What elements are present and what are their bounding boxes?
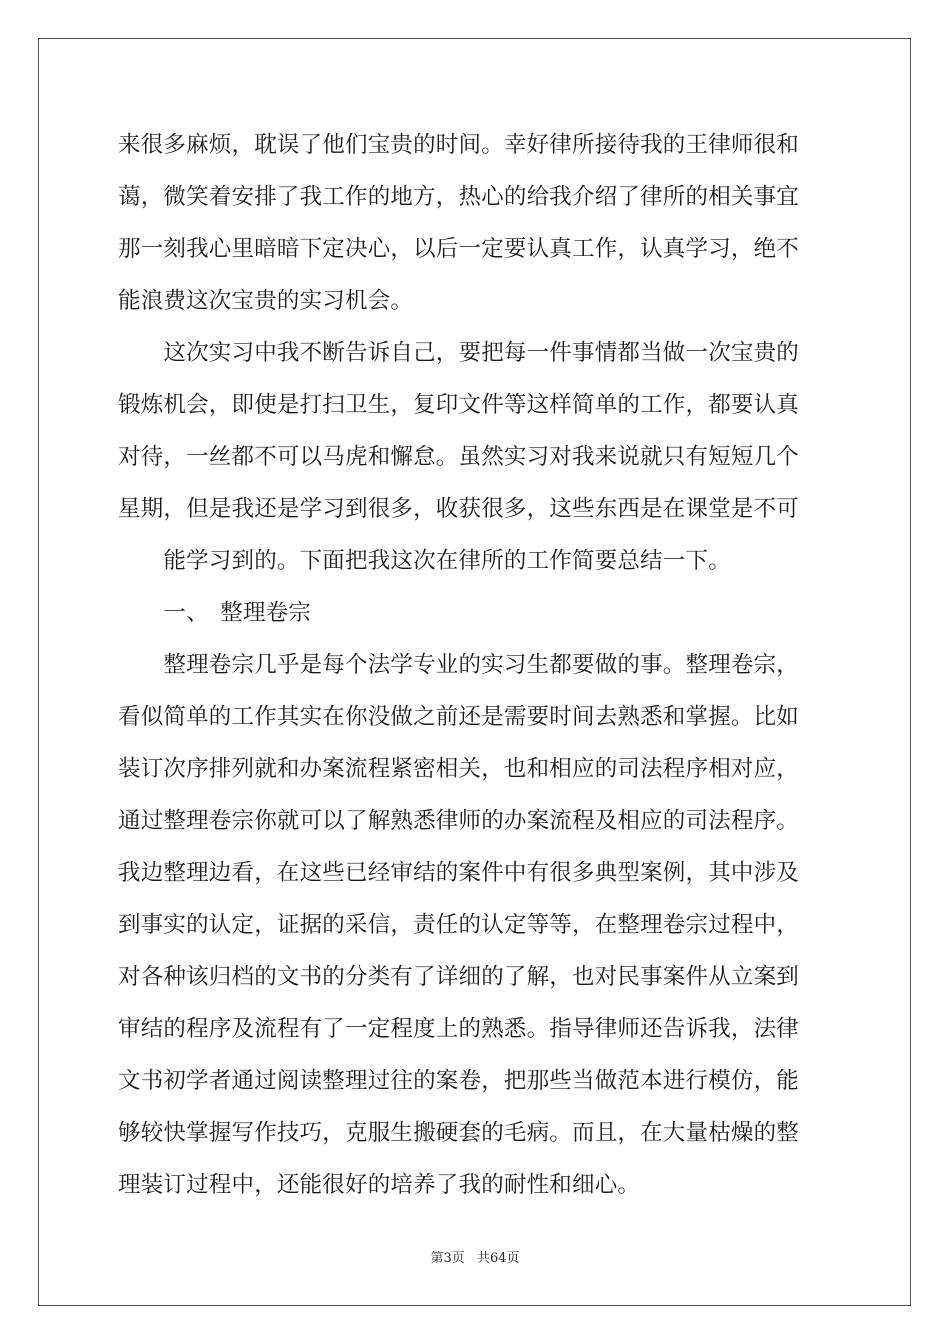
text-line: 对待，一丝都不可以马虎和懈怠。虽然实习对我来说就只有短短几个: [118, 444, 800, 470]
page-total: 共64页: [476, 1251, 520, 1266]
text-line: 到事实的认定，证据的采信，责任的认定等等，在整理卷宗过程中，: [118, 912, 800, 938]
text-line: 蔼，微笑着安排了我工作的地方，热心的给我介绍了律所的相关事宜: [118, 184, 800, 210]
text-line: 那一刻我心里暗暗下定决心，以后一定要认真工作，认真学习，绝不: [118, 236, 800, 262]
text-line: 够较快掌握写作技巧，克服生搬硬套的毛病。而且，在大量枯燥的整: [118, 1120, 800, 1146]
text-line: 对各种该归档的文书的分类有了详细的了解，也对民事案件从立案到: [118, 964, 800, 990]
text-line: 文书初学者通过阅读整理过往的案卷，把那些当做范本进行模仿，能: [118, 1068, 800, 1094]
section-heading: 一、 整理卷宗: [118, 600, 312, 626]
text-line: 来很多麻烦，耽误了他们宝贵的时间。幸好律所接待我的王律师很和: [118, 132, 800, 158]
text-line: 装订次序排列就和办案流程紧密相关，也和相应的司法程序相对应，: [118, 756, 800, 782]
text-line: 能学习到的。下面把我这次在律所的工作简要总结一下。: [118, 548, 731, 574]
text-line: 星期，但是我还是学习到很多，收获很多，这些东西是在课堂是不可: [118, 496, 800, 522]
text-line: 锻炼机会，即使是打扫卫生，复印文件等这样简单的工作，都要认真: [118, 392, 800, 418]
page-footer: [0, 1247, 950, 1266]
text-line: 我边整理边看，在这些已经审结的案件中有很多典型案例，其中涉及: [118, 860, 800, 886]
text-line: 理装订过程中，还能很好的培养了我的耐性和细心。: [118, 1172, 641, 1198]
page-number: 第3页: [430, 1251, 465, 1266]
text-line: 整理卷宗几乎是每个法学专业的实习生都要做的事。整理卷宗，: [118, 652, 800, 678]
text-line: 通过整理卷宗你就可以了解熟悉律师的办案流程及相应的司法程序。: [118, 808, 800, 834]
text-line: 这次实习中我不断告诉自己，要把每一件事情都当做一次宝贵的: [118, 340, 800, 366]
text-line: 审结的程序及流程有了一定程度上的熟悉。指导律师还告诉我，法律: [118, 1016, 800, 1042]
text-line: 能浪费这次宝贵的实习机会。: [118, 288, 414, 314]
text-line: 看似简单的工作其实在你没做之前还是需要时间去熟悉和掌握。比如: [118, 704, 800, 730]
